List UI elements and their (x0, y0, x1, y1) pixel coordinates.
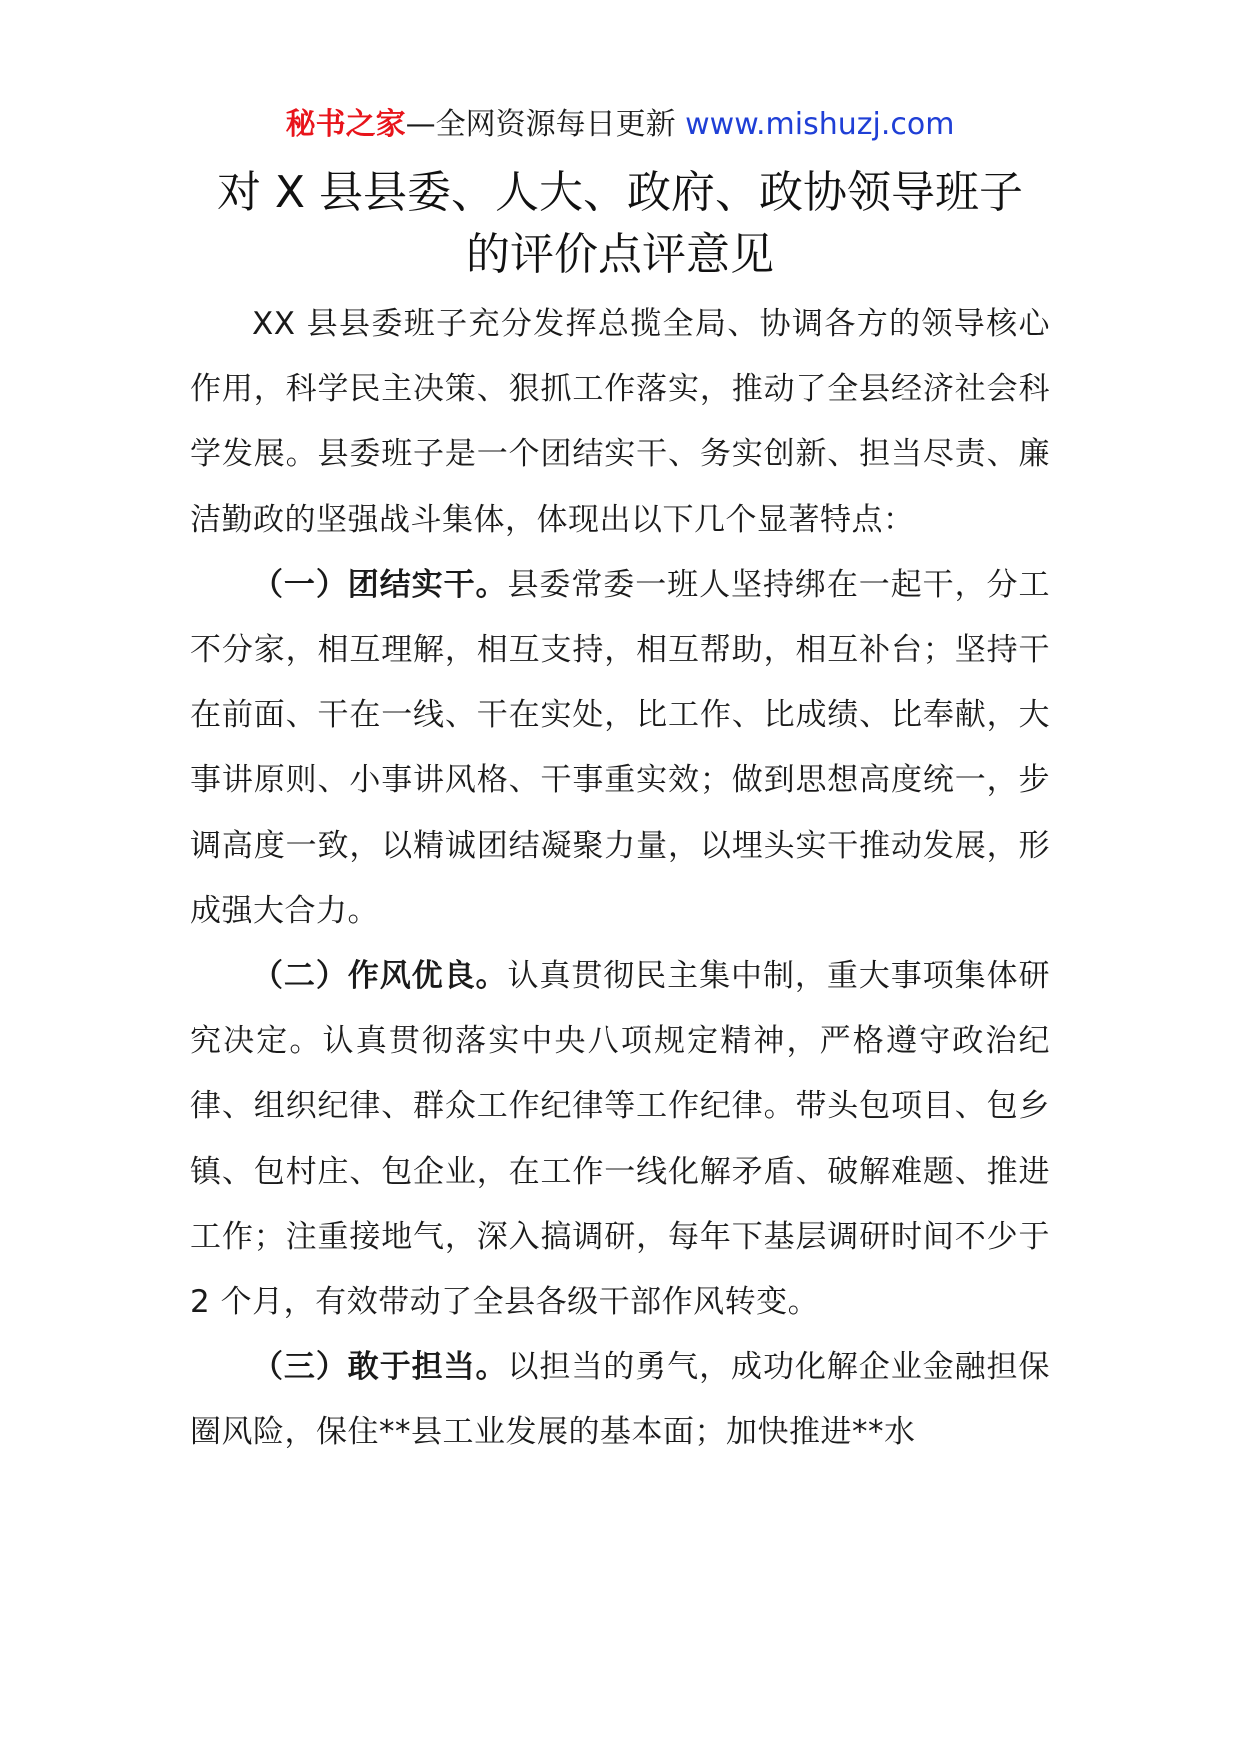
site-header (0, 104, 1240, 146)
paragraph-lead: （三）敢于担当。 (252, 1349, 508, 1386)
paragraph-intro (190, 292, 1050, 553)
header-slogan: —全网资源每日更新 (405, 107, 686, 142)
title-line-2: 的评价点评意见 (466, 229, 774, 280)
document-title (0, 162, 1240, 286)
paragraph-lead: （一）团结实干。 (252, 566, 508, 603)
paragraph-text: XX 县县委班子充分发挥总揽全局、协调各方的领导核心作用，科学民主决策、狠抓工作落实，推动了全县经济社会科学发展。县委班子是一个团结实干、务实创新、担当尽责、廉洁勤政的坚强战斗集体，体现出以下几个显著特点： (190, 306, 1050, 538)
paragraph-responsibility (190, 1335, 1050, 1465)
paragraph-unity (190, 553, 1050, 944)
paragraph-text: 认真贯彻民主集中制，重大事项集体研究决定。认真贯彻落实中央八项规定精神，严格遵守政治纪律、组织纪律、群众工作纪律等工作纪律。带头包项目、包乡镇、包村庄、包企业，在工作一线化解矛盾、破解难题、推进工作；注重接地气，深入搞调研，每年下基层调研时间不少于 2 个月，有效带动了全县各级干部作风转变。 (190, 958, 1050, 1321)
document-body (190, 292, 1050, 1466)
paragraph-text: 以担当的勇气，成功化解企业金融担保圈风险，保住**县工业发展的基本面；加快推进**水 (190, 1349, 1050, 1451)
title-line-1: 对 X 县县委、人大、政府、政协领导班子 (216, 167, 1024, 218)
paragraph-lead: （二）作风优良。 (252, 958, 508, 995)
paragraph-work-style (190, 944, 1050, 1335)
site-url-link[interactable]: www.mishuzj.com (685, 107, 955, 142)
brand-name: 秘书之家 (285, 107, 406, 142)
paragraph-text: 县委常委一班人坚持绑在一起干，分工不分家，相互理解，相互支持，相互帮助，相互补台；坚持干在前面、干在一线、干在实处，比工作、比成绩、比奉献，大事讲原则、小事讲风格、干事重实效；做到思想高度统一，步调高度一致，以精诚团结凝聚力量，以埋头实干推动发展，形成强大合力。 (190, 566, 1050, 929)
